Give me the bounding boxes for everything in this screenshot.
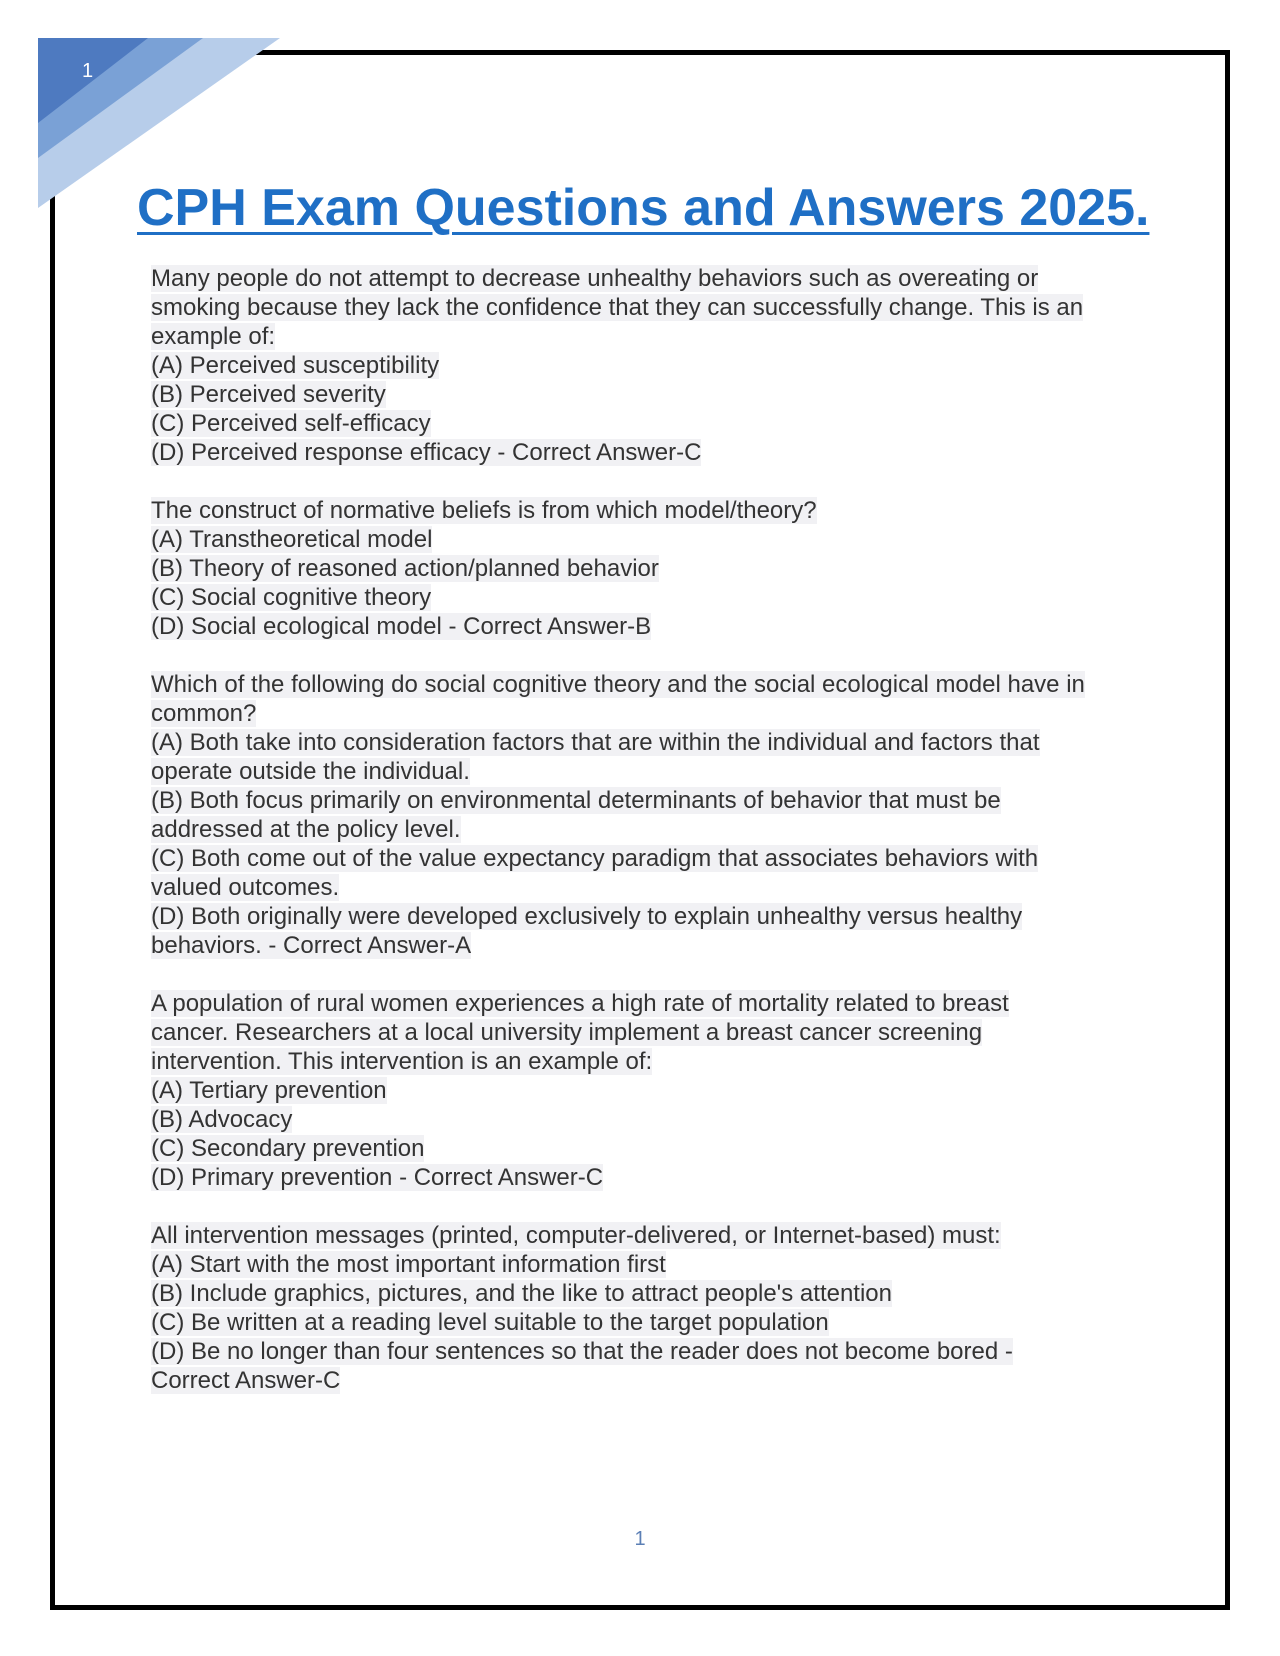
question-text: example of: <box>151 323 276 350</box>
question-line <box>151 1221 1171 1250</box>
question-text: The construct of normative beliefs is from which model/theory? <box>151 497 817 524</box>
question-text: behaviors. - Correct Answer-A <box>151 932 472 959</box>
question-line <box>151 525 1171 554</box>
question-line <box>151 1018 1171 1047</box>
question-line <box>151 1308 1171 1337</box>
question-line <box>151 554 1171 583</box>
footer-page-number: 1 <box>634 1528 646 1550</box>
question-text: (C) Be written at a reading level suitable to the target population <box>151 1309 829 1336</box>
question-text: Many people do not attempt to decrease unhealthy behaviors such as overeating or <box>151 265 1039 292</box>
question-line <box>151 264 1171 293</box>
question-line <box>151 670 1171 699</box>
question-line <box>151 1105 1171 1134</box>
question-block <box>151 989 1171 1192</box>
question-text: (A) Perceived susceptibility <box>151 352 440 379</box>
question-line <box>151 786 1171 815</box>
question-text: (C) Social cognitive theory <box>151 584 432 611</box>
question-line <box>151 438 1171 467</box>
question-text: valued outcomes. <box>151 874 340 901</box>
question-text: Correct Answer-C <box>151 1367 341 1394</box>
question-text: (A) Tertiary prevention <box>151 1077 387 1104</box>
corner-page-number: 1 <box>82 60 94 82</box>
question-block <box>151 264 1171 467</box>
question-text: (D) Both originally were developed exclusively to explain unhealthy versus healthy <box>151 903 1023 930</box>
question-text: (D) Be no longer than four sentences so that the reader does not become bored - <box>151 1338 1013 1365</box>
question-line <box>151 1279 1171 1308</box>
question-text: (A) Both take into consideration factors that are within the individual and factors that <box>151 729 1040 756</box>
question-line <box>151 409 1171 438</box>
questions-list <box>151 264 1171 1424</box>
question-line <box>151 1366 1171 1395</box>
question-line <box>151 322 1171 351</box>
question-line <box>151 1337 1171 1366</box>
question-line <box>151 293 1171 322</box>
question-text: (D) Social ecological model - Correct Answer-B <box>151 613 652 640</box>
question-line <box>151 931 1171 960</box>
question-block <box>151 496 1171 641</box>
question-line <box>151 583 1171 612</box>
question-line <box>151 1134 1171 1163</box>
question-line <box>151 1250 1171 1279</box>
question-text: (C) Both come out of the value expectancy paradigm that associates behaviors with <box>151 845 1039 872</box>
question-text: (B) Theory of reasoned action/planned behavior <box>151 555 659 582</box>
question-line <box>151 989 1171 1018</box>
question-line <box>151 1047 1171 1076</box>
question-text: (B) Include graphics, pictures, and the like to attract people's attention <box>151 1280 892 1307</box>
question-text: operate outside the individual. <box>151 758 470 785</box>
question-line <box>151 1076 1171 1105</box>
question-text: addressed at the policy level. <box>151 816 461 843</box>
question-text: (A) Transtheoretical model <box>151 526 433 553</box>
question-text: smoking because they lack the confidence that they can successfully change. This is an <box>151 294 1084 321</box>
question-text: Which of the following do social cognitive theory and the social ecological model have in <box>151 671 1085 698</box>
question-line <box>151 612 1171 641</box>
question-text: All intervention messages (printed, computer-delivered, or Internet-based) must: <box>151 1222 1001 1249</box>
question-line <box>151 902 1171 931</box>
question-block <box>151 670 1171 960</box>
question-block <box>151 1221 1171 1395</box>
question-line <box>151 757 1171 786</box>
question-text: common? <box>151 700 257 727</box>
question-line <box>151 873 1171 902</box>
question-text: (A) Start with the most important information first <box>151 1251 666 1278</box>
question-text: cancer. Researchers at a local university implement a breast cancer screening <box>151 1019 983 1046</box>
question-text: intervention. This intervention is an example of: <box>151 1048 653 1075</box>
question-text: (B) Perceived severity <box>151 381 386 408</box>
question-text: (D) Primary prevention - Correct Answer-C <box>151 1164 604 1191</box>
question-text: A population of rural women experiences a high rate of mortality related to breast <box>151 990 1009 1017</box>
question-text: (B) Advocacy <box>151 1106 293 1133</box>
question-line <box>151 815 1171 844</box>
question-line <box>151 496 1171 525</box>
question-line <box>151 1163 1171 1192</box>
question-text: (B) Both focus primarily on environmental determinants of behavior that must be <box>151 787 1001 814</box>
question-line <box>151 380 1171 409</box>
question-line <box>151 699 1171 728</box>
question-line <box>151 351 1171 380</box>
question-text: (C) Secondary prevention <box>151 1135 425 1162</box>
question-line <box>151 728 1171 757</box>
question-line <box>151 844 1171 873</box>
document-title: CPH Exam Questions and Answers 2025. <box>137 179 1150 237</box>
question-text: (D) Perceived response efficacy - Correct Answer-C <box>151 439 702 466</box>
question-text: (C) Perceived self-efficacy <box>151 410 431 437</box>
